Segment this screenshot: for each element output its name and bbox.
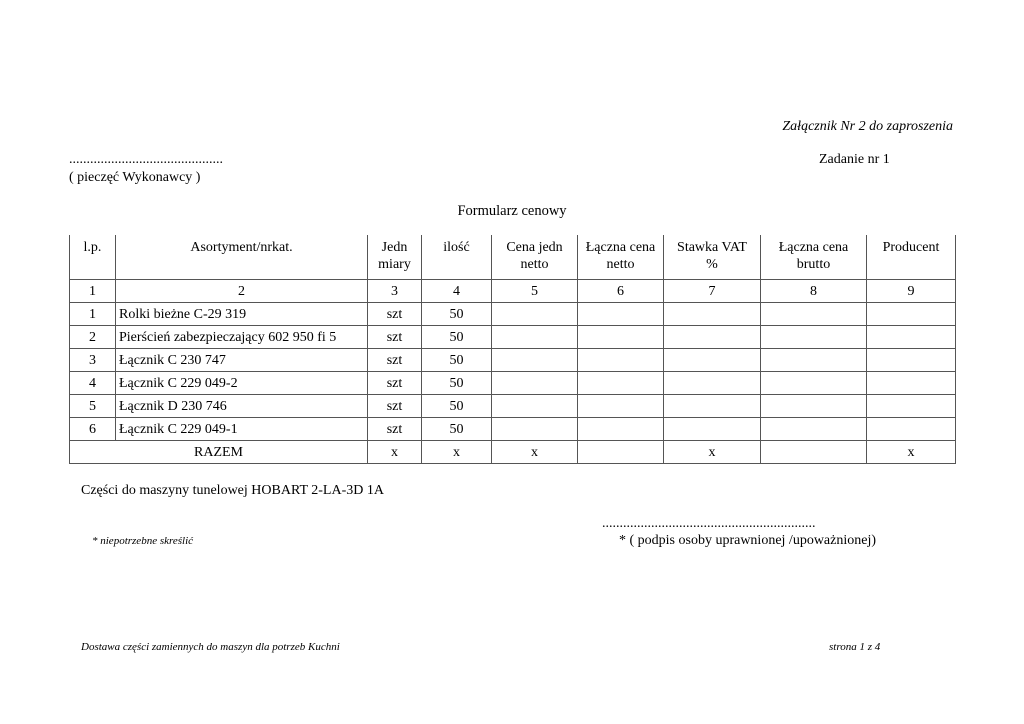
table-row	[70, 303, 956, 326]
row-total-gross[interactable]	[761, 418, 867, 441]
column-number: 9	[867, 280, 956, 303]
row-vat-rate[interactable]	[664, 303, 761, 326]
total-producer: x	[867, 441, 956, 464]
parts-note: Części do maszyny tunelowej HOBART 2-LA-3D 1A	[81, 483, 384, 498]
total-quantity: x	[422, 441, 492, 464]
row-vat-rate[interactable]	[664, 326, 761, 349]
row-lp: 1	[70, 303, 116, 326]
row-unit-price-net[interactable]	[492, 326, 578, 349]
row-total-net[interactable]	[578, 418, 664, 441]
column-number: 5	[492, 280, 578, 303]
row-unit-price-net[interactable]	[492, 372, 578, 395]
row-vat-rate[interactable]	[664, 349, 761, 372]
row-unit-price-net[interactable]	[492, 303, 578, 326]
column-number: 1	[70, 280, 116, 303]
row-total-gross[interactable]	[761, 326, 867, 349]
column-number: 4	[422, 280, 492, 303]
signature-dotted-line: .............................................................	[602, 516, 816, 531]
row-unit: szt	[368, 395, 422, 418]
header-unit: Jedn miary	[368, 235, 422, 280]
header-unit-price-net: Cena jedn netto	[492, 235, 578, 280]
signature-label: * ( podpis osoby uprawnionej /upoważnionej)	[619, 533, 877, 548]
row-lp: 5	[70, 395, 116, 418]
table-row	[70, 326, 956, 349]
row-quantity: 50	[422, 372, 492, 395]
total-net[interactable]	[578, 441, 664, 464]
row-item-name: Łącznik C 229 049-1	[116, 418, 368, 441]
column-number: 7	[664, 280, 761, 303]
row-lp: 4	[70, 372, 116, 395]
row-total-net[interactable]	[578, 395, 664, 418]
header-assortment: Asortyment/nrkat.	[116, 235, 368, 280]
row-unit: szt	[368, 326, 422, 349]
row-total-net[interactable]	[578, 372, 664, 395]
row-total-net[interactable]	[578, 303, 664, 326]
row-vat-rate[interactable]	[664, 395, 761, 418]
column-number: 3	[368, 280, 422, 303]
row-producer[interactable]	[867, 418, 956, 441]
contractor-stamp-label: ( pieczęć Wykonawcy )	[69, 170, 201, 185]
row-total-gross[interactable]	[761, 349, 867, 372]
row-item-name: Rolki bieżne C-29 319	[116, 303, 368, 326]
footer-description: Dostawa części zamiennych do maszyn dla potrzeb Kuchni	[81, 641, 340, 653]
table-row	[70, 349, 956, 372]
column-number: 6	[578, 280, 664, 303]
table-row	[70, 418, 956, 441]
row-total-net[interactable]	[578, 326, 664, 349]
row-producer[interactable]	[867, 303, 956, 326]
row-unit-price-net[interactable]	[492, 395, 578, 418]
row-producer[interactable]	[867, 349, 956, 372]
row-producer[interactable]	[867, 326, 956, 349]
strike-note: * niepotrzebne skreślić	[92, 535, 194, 547]
row-lp: 3	[70, 349, 116, 372]
total-unit-price: x	[492, 441, 578, 464]
row-item-name: Łącznik C 230 747	[116, 349, 368, 372]
total-gross[interactable]	[761, 441, 867, 464]
table-row	[70, 372, 956, 395]
table-header-row	[70, 235, 956, 280]
task-number: Zadanie nr 1	[819, 152, 890, 167]
row-total-gross[interactable]	[761, 303, 867, 326]
stamp-dotted-line: ............................................	[69, 152, 223, 167]
row-item-name: Łącznik C 229 049-2	[116, 372, 368, 395]
row-unit-price-net[interactable]	[492, 418, 578, 441]
row-lp: 2	[70, 326, 116, 349]
column-number-row	[70, 280, 956, 303]
row-unit: szt	[368, 372, 422, 395]
row-total-net[interactable]	[578, 349, 664, 372]
total-row	[70, 441, 956, 464]
row-producer[interactable]	[867, 372, 956, 395]
price-table	[69, 235, 956, 464]
header-total-gross: Łączna cena brutto	[761, 235, 867, 280]
row-unit: szt	[368, 418, 422, 441]
total-vat: x	[664, 441, 761, 464]
row-vat-rate[interactable]	[664, 372, 761, 395]
row-quantity: 50	[422, 418, 492, 441]
row-unit: szt	[368, 349, 422, 372]
column-number: 2	[116, 280, 368, 303]
row-total-gross[interactable]	[761, 395, 867, 418]
row-unit-price-net[interactable]	[492, 349, 578, 372]
row-producer[interactable]	[867, 395, 956, 418]
row-unit: szt	[368, 303, 422, 326]
row-quantity: 50	[422, 349, 492, 372]
total-unit: x	[368, 441, 422, 464]
row-item-name: Pierścień zabezpieczający 602 950 fi 5	[116, 326, 368, 349]
header-vat-rate: Stawka VAT %	[664, 235, 761, 280]
page-number: strona 1 z 4	[829, 641, 881, 653]
row-lp: 6	[70, 418, 116, 441]
form-title: Formularz cenowy	[457, 203, 567, 219]
row-vat-rate[interactable]	[664, 418, 761, 441]
attachment-label: Załącznik Nr 2 do zaproszenia	[782, 119, 953, 134]
row-quantity: 50	[422, 303, 492, 326]
row-quantity: 50	[422, 326, 492, 349]
table-row	[70, 395, 956, 418]
row-total-gross[interactable]	[761, 372, 867, 395]
header-producer: Producent	[867, 235, 956, 280]
total-label: RAZEM	[70, 441, 368, 464]
header-lp: l.p.	[70, 235, 116, 280]
header-quantity: ilość	[422, 235, 492, 280]
header-total-net: Łączna cena netto	[578, 235, 664, 280]
row-item-name: Łącznik D 230 746	[116, 395, 368, 418]
row-quantity: 50	[422, 395, 492, 418]
column-number: 8	[761, 280, 867, 303]
